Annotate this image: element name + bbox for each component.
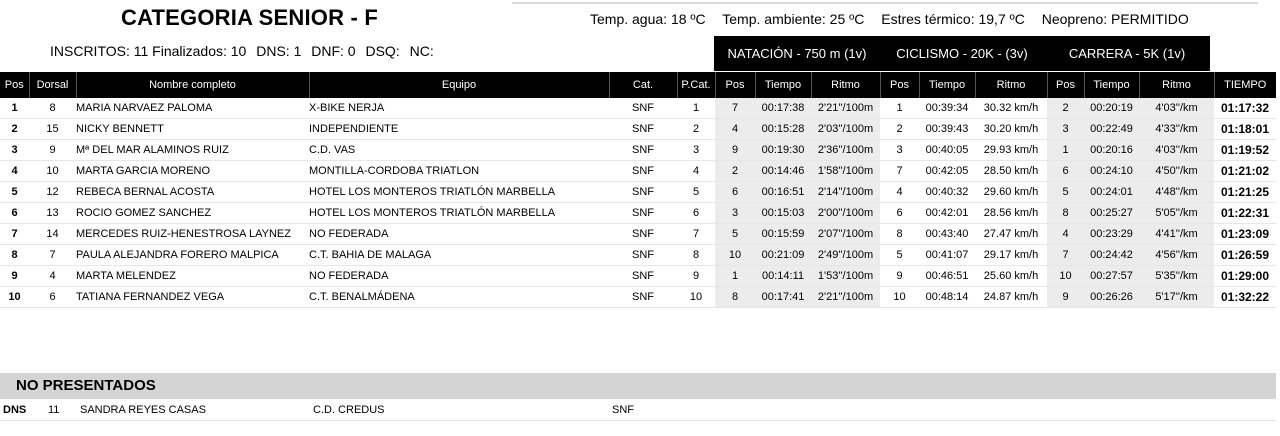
cell-pcat: 2 [677,119,715,140]
cell-team: C.D. VAS [309,140,609,161]
table-row [0,119,1276,140]
cell-pcat: 5 [677,182,715,203]
not-presented-section [0,373,1276,399]
cell-swim-pace: 2'49''/100m [811,245,880,266]
cell-swim-pos: 10 [715,245,755,266]
cell-swim-time: 00:17:41 [755,287,811,308]
cell-pos: 1 [0,98,29,119]
cell-swim-pace: 2'00''/100m [811,203,880,224]
cell-team: MONTILLA-CORDOBA TRIATLON [309,161,609,182]
cell-cat: SNF [609,161,677,182]
cell-run-time: 00:26:26 [1084,287,1139,308]
ambient-temp: Temp. ambiente: 25 ºC [722,11,865,27]
cell-swim-pos: 9 [715,140,755,161]
cell-bike-pos: 3 [880,140,919,161]
cell-swim-pace: 2'07''/100m [811,224,880,245]
cell-bike-speed: 29.93 km/h [975,140,1047,161]
dns-bib: 11 [48,404,60,416]
water-temp: Temp. agua: 18 ºC [590,11,706,27]
cell-bike-time: 00:48:14 [919,287,975,308]
cell-pcat: 9 [677,266,715,287]
cell-bike-pos: 5 [880,245,919,266]
cell-cat: SNF [609,203,677,224]
cell-cat: SNF [609,98,677,119]
table-row [0,140,1276,161]
cell-bib: 8 [29,98,76,119]
not-presented-heading: NO PRESENTADOS [16,377,156,394]
segment-header-bar [714,36,1210,71]
cell-bib: 4 [29,266,76,287]
cell-pos: 3 [0,140,29,161]
cell-run-pos: 7 [1047,245,1084,266]
cell-pos: 2 [0,119,29,140]
cell-bib: 7 [29,245,76,266]
cell-run-time: 00:22:49 [1084,119,1139,140]
column-header-pos: Pos [0,72,29,98]
cell-name: NICKY BENNETT [76,119,309,140]
cell-run-pace: 4'03''/km [1139,140,1214,161]
cell-team: X-BIKE NERJA [309,98,609,119]
cell-swim-pos: 4 [715,119,755,140]
cell-run-time: 00:20:16 [1084,140,1139,161]
cell-team: NO FEDERADA [309,266,609,287]
cell-bike-speed: 28.56 km/h [975,203,1047,224]
cell-bib: 10 [29,161,76,182]
cell-run-time: 00:27:57 [1084,266,1139,287]
cell-name: MARTA GARCIA MORENO [76,161,309,182]
cell-pcat: 8 [677,245,715,266]
cell-name: TATIANA FERNANDEZ VEGA [76,287,309,308]
table-header-row [0,72,1276,98]
column-header-team: Equipo [309,72,609,98]
results-table [0,72,1276,308]
not-presented-row [0,401,1276,421]
column-header-bike-pos: Pos [880,72,919,98]
cell-bike-speed: 29.17 km/h [975,245,1047,266]
cell-bib: 6 [29,287,76,308]
cell-total-time: 01:21:25 [1214,182,1276,203]
dsq-count: DSQ: [365,43,400,59]
cell-run-pace: 4'50''/km [1139,161,1214,182]
cell-team: C.T. BENALMÁDENA [309,287,609,308]
header-divider [512,2,1258,4]
cell-bike-time: 00:42:01 [919,203,975,224]
segment-bike: CICLISMO - 20K - (3v) [896,46,1028,61]
thermal-stress: Estres térmico: 19,7 ºC [881,11,1025,27]
cell-pcat: 6 [677,203,715,224]
cell-total-time: 01:32:22 [1214,287,1276,308]
cell-bike-time: 00:42:05 [919,161,975,182]
cell-bib: 9 [29,140,76,161]
dnf-count: DNF: 0 [311,43,356,59]
cell-swim-time: 00:17:38 [755,98,811,119]
cell-cat: SNF [609,182,677,203]
cell-swim-pos: 2 [715,161,755,182]
cell-team: C.T. BAHIA DE MALAGA [309,245,609,266]
cell-team: INDEPENDIENTE [309,119,609,140]
registered-count: INSCRITOS: 11 Finalizados: 10 [50,43,247,59]
cell-swim-pos: 8 [715,287,755,308]
column-header-name: Nombre completo [76,72,309,98]
cell-total-time: 01:26:59 [1214,245,1276,266]
cell-swim-time: 00:15:03 [755,203,811,224]
cell-bike-time: 00:41:07 [919,245,975,266]
cell-cat: SNF [609,287,677,308]
cell-bike-pos: 2 [880,119,919,140]
cell-bike-pos: 1 [880,98,919,119]
cell-bib: 14 [29,224,76,245]
cell-swim-time: 00:19:30 [755,140,811,161]
cell-bike-time: 00:40:05 [919,140,975,161]
dns-status: DNS [3,404,27,416]
cell-swim-pos: 7 [715,98,755,119]
cell-swim-pos: 5 [715,224,755,245]
cell-total-time: 01:29:00 [1214,266,1276,287]
cell-bike-pos: 10 [880,287,919,308]
cell-pos: 5 [0,182,29,203]
cell-team: HOTEL LOS MONTEROS TRIATLÓN MARBELLA [309,203,609,224]
cell-run-time: 00:23:29 [1084,224,1139,245]
cell-run-time: 00:24:42 [1084,245,1139,266]
cell-pos: 10 [0,287,29,308]
cell-cat: SNF [609,245,677,266]
column-header-swim-pos: Pos [715,72,755,98]
cell-name: MARTA MELENDEZ [76,266,309,287]
cell-pos: 7 [0,224,29,245]
cell-pcat: 7 [677,224,715,245]
cell-run-pace: 5'35''/km [1139,266,1214,287]
cell-run-pos: 6 [1047,161,1084,182]
cell-bike-pos: 7 [880,161,919,182]
cell-pcat: 10 [677,287,715,308]
cell-swim-time: 00:16:51 [755,182,811,203]
cell-run-pos: 9 [1047,287,1084,308]
column-header-bib: Dorsal [29,72,76,98]
cell-run-pos: 1 [1047,140,1084,161]
race-conditions [590,11,1202,27]
cell-swim-pace: 2'14''/100m [811,182,880,203]
cell-bike-time: 00:43:40 [919,224,975,245]
cell-bike-speed: 29.60 km/h [975,182,1047,203]
cell-swim-pace: 2'03''/100m [811,119,880,140]
cell-total-time: 01:17:32 [1214,98,1276,119]
cell-total-time: 01:18:01 [1214,119,1276,140]
column-header-pcat: P.Cat. [677,72,715,98]
cell-bib: 12 [29,182,76,203]
cell-run-time: 00:24:01 [1084,182,1139,203]
cell-swim-pos: 6 [715,182,755,203]
table-row [0,224,1276,245]
cell-total-time: 01:21:02 [1214,161,1276,182]
cell-name: MARIA NARVAEZ PALOMA [76,98,309,119]
cell-swim-time: 00:15:59 [755,224,811,245]
cell-name: ROCIO GOMEZ SANCHEZ [76,203,309,224]
cell-swim-pace: 1'58''/100m [811,161,880,182]
cell-name: PAULA ALEJANDRA FORERO MALPICA [76,245,309,266]
cell-run-pace: 4'56''/km [1139,245,1214,266]
wetsuit-status: Neopreno: PERMITIDO [1041,11,1189,27]
cell-total-time: 01:22:31 [1214,203,1276,224]
cell-total-time: 01:23:09 [1214,224,1276,245]
cell-run-pace: 5'05''/km [1139,203,1214,224]
participation-stats [50,43,440,59]
cell-pos: 6 [0,203,29,224]
cell-bike-time: 00:40:32 [919,182,975,203]
cell-run-time: 00:24:10 [1084,161,1139,182]
cell-run-time: 00:25:27 [1084,203,1139,224]
dns-category: SNF [612,404,634,416]
cell-cat: SNF [609,266,677,287]
column-header-total-time: TIEMPO [1214,72,1276,98]
table-row [0,266,1276,287]
segment-run: CARRERA - 5K (1v) [1068,46,1186,61]
cell-bike-speed: 27.47 km/h [975,224,1047,245]
cell-bib: 13 [29,203,76,224]
cell-run-pos: 8 [1047,203,1084,224]
cell-bike-pos: 9 [880,266,919,287]
cell-name: MERCEDES RUIZ-HENESTROSA LAYNEZ [76,224,309,245]
cell-cat: SNF [609,224,677,245]
cell-run-pace: 5'17''/km [1139,287,1214,308]
cell-pcat: 3 [677,140,715,161]
column-header-run-pos: Pos [1047,72,1084,98]
cell-bike-speed: 30.20 km/h [975,119,1047,140]
column-header-run-time: Tiempo [1084,72,1139,98]
cell-pos: 4 [0,161,29,182]
cell-swim-pace: 2'21''/100m [811,287,880,308]
cell-bike-time: 00:46:51 [919,266,975,287]
cell-run-pos: 5 [1047,182,1084,203]
cell-swim-pos: 1 [715,266,755,287]
results-body [0,98,1276,308]
cell-swim-pace: 2'36''/100m [811,140,880,161]
cell-name: REBECA BERNAL ACOSTA [76,182,309,203]
cell-bib: 15 [29,119,76,140]
table-row [0,245,1276,266]
cell-team: HOTEL LOS MONTEROS TRIATLÓN MARBELLA [309,182,609,203]
column-header-bike-time: Tiempo [919,72,975,98]
cell-bike-time: 00:39:43 [919,119,975,140]
cell-run-pace: 4'03''/km [1139,98,1214,119]
cell-swim-time: 00:14:11 [755,266,811,287]
cell-run-pace: 4'48''/km [1139,182,1214,203]
cell-run-pos: 2 [1047,98,1084,119]
table-row [0,203,1276,224]
cell-swim-pos: 3 [715,203,755,224]
cell-swim-time: 00:15:28 [755,119,811,140]
segment-swim: NATACIÓN - 750 m (1v) [727,46,867,61]
table-row [0,287,1276,308]
column-header-bike-speed: Ritmo [975,72,1047,98]
cell-swim-time: 00:21:09 [755,245,811,266]
cell-run-pos: 3 [1047,119,1084,140]
dns-count: DNS: 1 [256,43,302,59]
cell-bike-pos: 8 [880,224,919,245]
cell-cat: SNF [609,119,677,140]
cell-pcat: 1 [677,98,715,119]
table-row [0,182,1276,203]
cell-run-pos: 10 [1047,266,1084,287]
cell-bike-speed: 24.87 km/h [975,287,1047,308]
cell-cat: SNF [609,140,677,161]
cell-run-pos: 4 [1047,224,1084,245]
cell-run-time: 00:20:19 [1084,98,1139,119]
column-header-run-pace: Ritmo [1139,72,1214,98]
table-row [0,98,1276,119]
nc-count: NC: [409,43,434,59]
cell-bike-time: 00:39:34 [919,98,975,119]
table-row [0,161,1276,182]
column-header-swim-pace: Ritmo [811,72,880,98]
cell-swim-pace: 2'21''/100m [811,98,880,119]
cell-bike-pos: 6 [880,203,919,224]
cell-team: NO FEDERADA [309,224,609,245]
cell-run-pace: 4'41''/km [1139,224,1214,245]
cell-pos: 9 [0,266,29,287]
cell-name: Mª DEL MAR ALAMINOS RUIZ [76,140,309,161]
dns-team: C.D. CREDUS [313,404,385,416]
cell-pos: 8 [0,245,29,266]
cell-pcat: 4 [677,161,715,182]
cell-bike-speed: 25.60 km/h [975,266,1047,287]
page-title: CATEGORIA SENIOR - F [121,5,378,30]
cell-run-pace: 4'33''/km [1139,119,1214,140]
cell-swim-time: 00:14:46 [755,161,811,182]
cell-bike-pos: 4 [880,182,919,203]
column-header-cat: Cat. [609,72,677,98]
dns-name: SANDRA REYES CASAS [80,404,206,416]
cell-swim-pace: 1'53''/100m [811,266,880,287]
column-header-swim-time: Tiempo [755,72,811,98]
cell-bike-speed: 30.32 km/h [975,98,1047,119]
cell-bike-speed: 28.50 km/h [975,161,1047,182]
cell-total-time: 01:19:52 [1214,140,1276,161]
